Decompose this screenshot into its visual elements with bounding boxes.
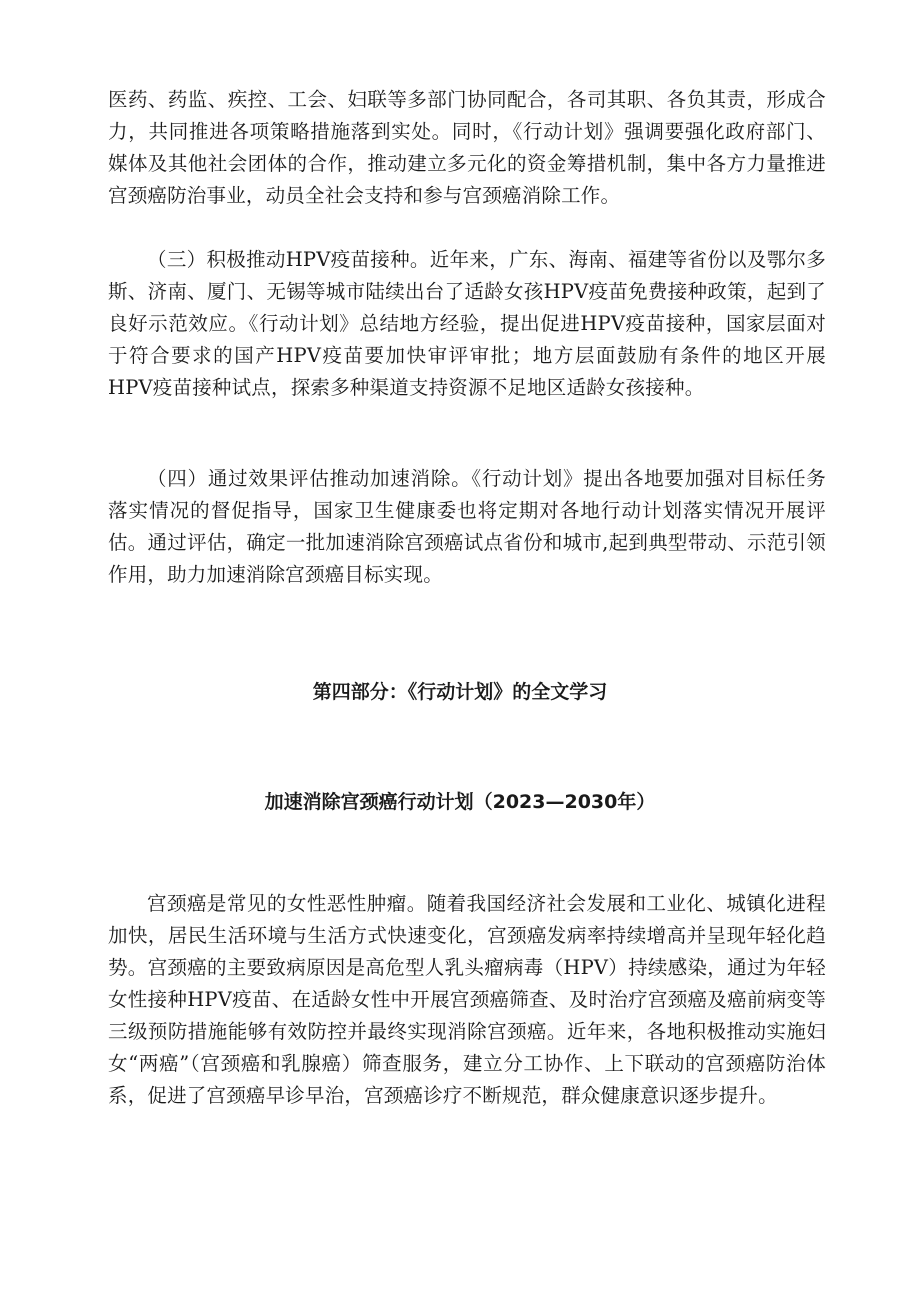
paragraph-introduction: 宫颈癌是常见的女性恶性肿瘤。随着我国经济社会发展和工业化、城镇化进程加快，居民生活环境与生活方式快速变化，宫颈癌发病率持续增高并呈现年轻化趋势。宫颈癌的主要致病原因是高危型人乳头瘤病毒（HPV）持续感染，通过为年轻女性接种HPV疫苗、在适龄女性中开展宫颈癌筛查、及时治疗宫颈癌及癌前病变等三级预防措施能够有效防控并最终实现消除宫颈癌。近年来，各地积极推动实施妇女“两癌”（宫颈癌和乳腺癌）筛查服务，建立分工协作、上下联动的宫颈癌防治体系，促进了宫颈癌早诊早治，宫颈癌诊疗不断规范，群众健康意识逐步提升。 xyxy=(108,892,826,1107)
paragraph-coordination: 医药、药监、疾控、工会、妇联等多部门协同配合，各司其职、各负其责，形成合力，共同推进各项策略措施落到实处。同时，《行动计划》强调要强化政府部门、媒体及其他社会团体的合作，推动建立多元化的资金筹措机制，集中各方力量推进宫颈癌防治事业，动员全社会支持和参与宫颈癌消除工作。 xyxy=(108,88,826,207)
section-heading: 第四部分：《行动计划》的全文学习 xyxy=(312,681,608,703)
plan-title: 加速消除宫颈癌行动计划（2023—2030年） xyxy=(264,791,656,813)
paragraph-hpv-vaccination: （三）积极推动HPV疫苗接种。近年来，广东、海南、福建等省份以及鄂尔多斯、济南、厦门、无锡等城市陆续出台了适龄女孩HPV疫苗免费接种政策，起到了良好示范效应。《行动计划》总结地方经验，提出促进HPV疫苗接种，国家层面对于符合要求的国产HPV疫苗要加快审评审批；地方层面鼓励有条件的地区开展HPV疫苗接种试点，探索多种渠道支持资源不足地区适龄女孩接种。 xyxy=(108,248,826,399)
paragraph-evaluation: （四）通过效果评估推动加速消除。《行动计划》提出各地要加强对目标任务落实情况的督促指导，国家卫生健康委也将定期对各地行动计划落实情况开展评估。通过评估，确定一批加速消除宫颈癌试点省份和城市,起到典型带动、示范引领作用，助力加速消除宫颈癌目标实现。 xyxy=(108,467,826,586)
